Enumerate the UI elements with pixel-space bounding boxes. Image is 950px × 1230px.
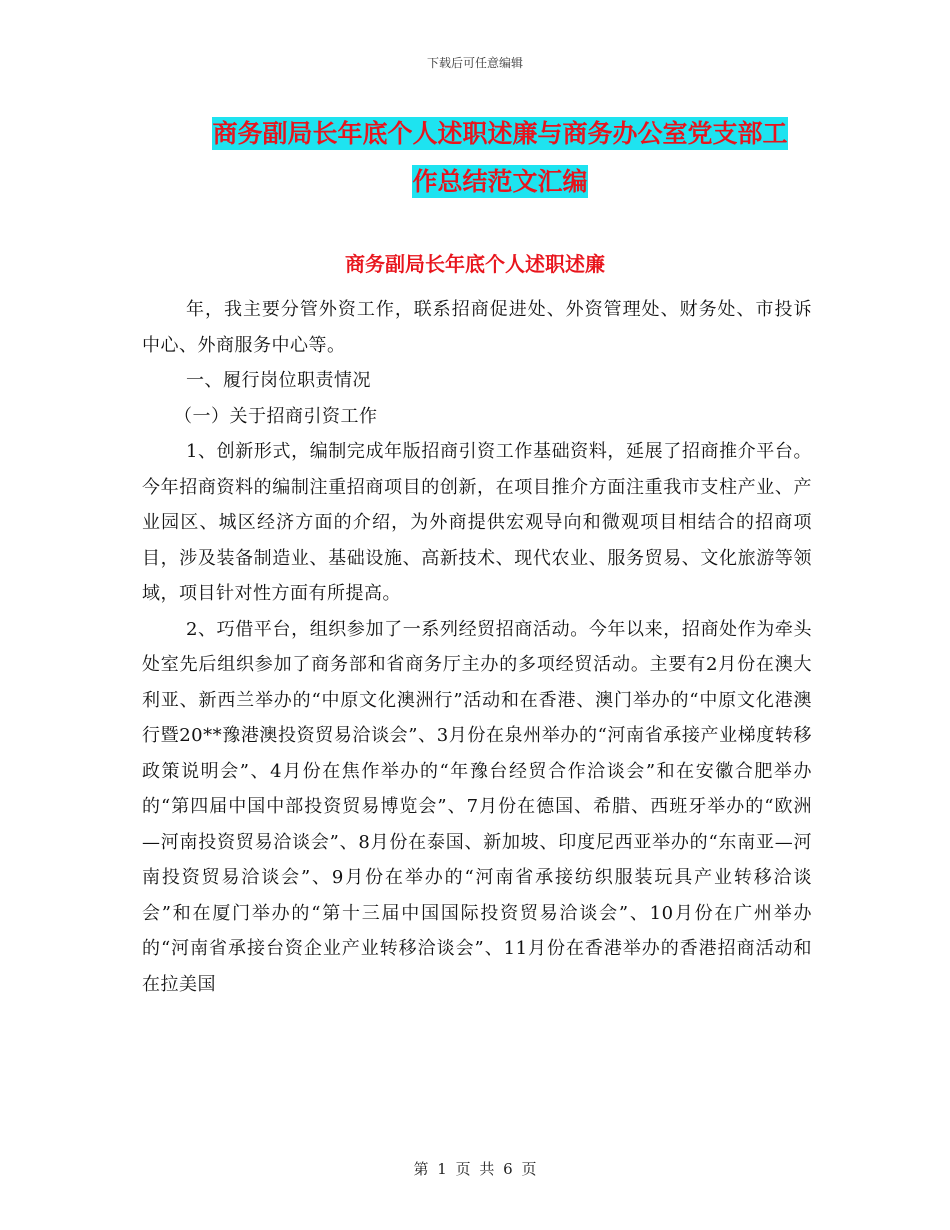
page-footer: 第 1 页 共 6 页 (413, 1160, 537, 1178)
section-title: 商务副局长年底个人述职述廉 (345, 252, 605, 276)
heading-level-1: 一、履行岗位职责情况 (186, 370, 371, 391)
paragraph: 年，我主要分管外资工作，联系招商促进处、外资管理处、财务处、市投诉中心、外商服务中心等。 (142, 299, 812, 356)
header-note: 下载后可任意编辑 (426, 56, 523, 70)
document-body (142, 292, 812, 1002)
paragraph: 1、创新形式，编制完成年版招商引资工作基础资料，延展了招商推介平台。今年招商资料的编制注重招商项目的创新，在项目推介方面注重我市支柱产业、产业园区、城区经济方面的介绍，为外商提供宏观导向和微观项目相结合的招商项目，涉及装备制造业、基础设施、高新技术、现代农业、服务贸易、文化旅游等领域，项目针对性方面有所提高。 (142, 441, 812, 604)
document-title (180, 110, 820, 206)
heading-level-2: （一）关于招商引资工作 (174, 405, 378, 427)
paragraph: 2、巧借平台，组织参加了一系列经贸招商活动。今年以来，招商处作为牵头处室先后组织参加了商务部和省商务厅主办的多项经贸活动。主要有2月份在澳大利亚、新西兰举办的“中原文化澳洲行”活动和在香港、澳门举办的“中原文化港澳行暨20**豫港澳投资贸易洽谈会”、3月份在泉州举办的“河南省承接产业梯度转移政策说明会”、4月份在焦作举办的“年豫台经贸合作洽谈会”和在安徽合肥举办的“第四届中国中部投资贸易博览会”、7月份在德国、希腊、西班牙举办的“欧洲—河南投资贸易洽谈会”、8月份在泰国、新加坡、印度尼西亚举办的“东南亚—河南投资贸易洽谈会”、9月份在举办的“河南省承接纺织服装玩具产业转移洽谈会”和在厦门举办的“第十三届中国国际投资贸易洽谈会”、10月份在广州举办的“河南省承接台资企业产业转移洽谈会”、11月份在香港举办的香港招商活动和在拉美国 (142, 618, 812, 995)
title-line-2: 作总结范文汇编 (412, 167, 588, 196)
title-line-1: 商务副局长年底个人述职述廉与商务办公室党支部工 (212, 119, 788, 148)
